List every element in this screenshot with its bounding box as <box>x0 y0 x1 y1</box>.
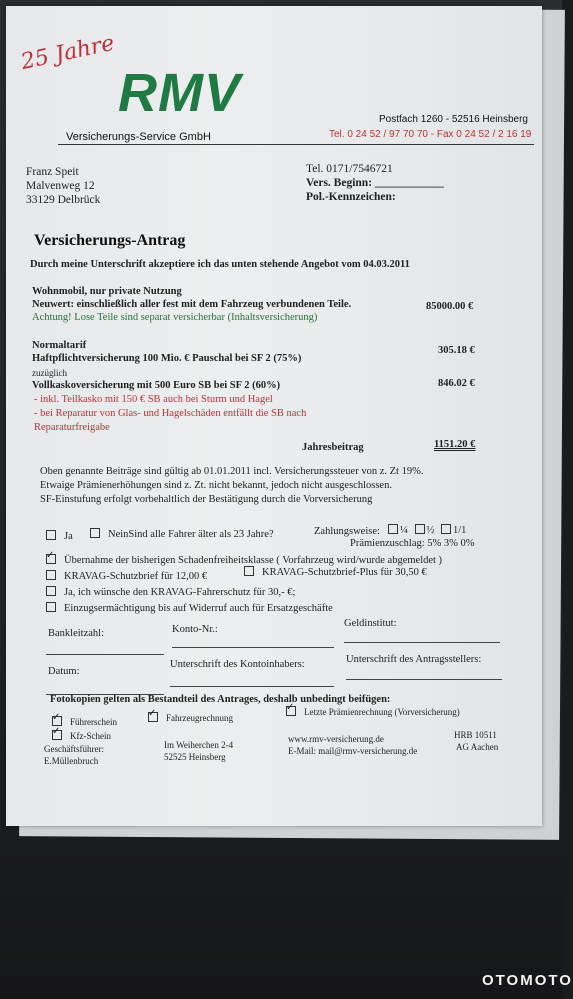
vehicle-value: 85000.00 € <box>426 301 474 312</box>
kravag-schutzbrief-checkbox[interactable] <box>46 570 56 580</box>
accept-statement: Durch meine Unterschrift akzeptiere ich das unten stehende Angebot vom 04.03.2011 <box>30 259 410 270</box>
vollkasko-value: 846.02 € <box>438 378 475 389</box>
recipient-city: 33129 Delbrück <box>26 194 101 206</box>
footer-hrb: HRB 10511 <box>454 730 497 740</box>
vehicle-note: Achtung! Lose Teile sind separat versicherbar (Inhaltsversicherung) <box>32 312 318 323</box>
footer-ag: AG Aachen <box>456 742 499 752</box>
unterschrift-antrag-field[interactable] <box>346 679 502 680</box>
note-reparatur: - bei Reparatur von Glas- und Hagelschäden entfällt die SB nach <box>34 408 307 419</box>
konto-field[interactable] <box>172 647 334 648</box>
blz-label: Bankleitzahl: <box>48 628 104 639</box>
konto-label: Konto-Nr.: <box>172 624 218 635</box>
jahresbeitrag-value: 1151.20 € <box>434 439 476 450</box>
doc-kfz-schein[interactable]: ✓Kfz-Schein <box>52 730 111 741</box>
zahlung-quarter-checkbox[interactable] <box>388 524 398 534</box>
doc-praemienrechnung[interactable]: ✓Letzte Prämienrechnung (Vorversicherung) <box>286 706 460 717</box>
fahrerschutz-checkbox[interactable] <box>46 586 56 596</box>
recipient-name: Franz Speit <box>26 166 79 178</box>
footer-addr-2: 52525 Heinsberg <box>164 752 226 762</box>
zahlung-half-checkbox[interactable] <box>415 524 425 534</box>
logo-jahre: 25 Jahre <box>18 30 117 76</box>
doc-fuehrerschein[interactable]: ✓Führerschein <box>52 716 117 727</box>
option-schadenfreiheit[interactable]: ✓Übernahme der bisherigen Schadenfreiheitsklasse ( Vorfahrzeug wird/wurde abgemeldet ) <box>46 554 442 566</box>
option-kravag-schutzbrief[interactable]: KRAVAG-Schutzbrief für 12,00 € <box>46 570 207 582</box>
footer-web: www.rmv-versicherung.de <box>288 734 384 744</box>
info-line-2: Etwaige Prämienerhöhungen sind z. Zt. nicht bekannt, jedoch nicht ausgeschlossen. <box>40 480 392 491</box>
footer-addr-1: Im Weiherchen 2-4 <box>164 740 234 750</box>
vollkasko: Vollkaskoversicherung mit 500 Euro SB bei SF 2 (60%) <box>32 380 281 391</box>
postfach: Postfach 1260 - 52516 Heinsberg <box>379 114 528 125</box>
info-line-1: Oben genannte Beiträge sind gültig ab 01.01.2011 incl. Versicherungssteuer von z. Zt 19%. <box>40 466 424 477</box>
recipient-street: Malvenweg 12 <box>26 180 95 192</box>
note-teilkasko: - inkl. Teilkasko mit 150 € SB auch bei Sturm und Hagel <box>34 394 273 405</box>
nein-checkbox[interactable] <box>90 528 100 538</box>
company-name: Versicherungs-Service GmbH <box>66 131 211 143</box>
haftpflicht-value: 305.18 € <box>438 345 475 356</box>
fuehrerschein-checkbox[interactable] <box>52 716 62 726</box>
kfz-schein-checkbox[interactable] <box>52 730 62 740</box>
jahresbeitrag-label: Jahresbeitrag <box>302 442 364 453</box>
vehicle-usage: Wohnmobil, nur private Nutzung <box>32 286 182 297</box>
footer-gf: Geschäftsführer: <box>44 744 104 754</box>
pol-kennzeichen: Pol.-Kennzeichen: <box>306 191 396 203</box>
ja-checkbox[interactable] <box>46 530 56 540</box>
zahlungsweise-options[interactable]: ¼ ½ 1/1 <box>388 524 466 536</box>
institut-field[interactable] <box>344 642 500 643</box>
header-rule <box>58 144 534 145</box>
footer-gf-name: E.Müllenbruch <box>44 756 99 766</box>
zahlung-full-checkbox[interactable] <box>441 524 451 534</box>
blz-field[interactable] <box>46 654 164 655</box>
option-fahrerschutz[interactable]: Ja, ich wünsche den KRAVAG-Fahrerschutz für 30,- €; <box>46 586 295 598</box>
zuzueglich: zuzüglich <box>32 368 67 378</box>
unterschrift-konto-field[interactable] <box>170 686 334 687</box>
option-ja[interactable]: Ja <box>46 530 73 542</box>
zahlungsweise-label: Zahlungsweise: <box>314 526 380 537</box>
praemienrechnung-checkbox[interactable] <box>286 706 296 716</box>
option-kravag-plus[interactable]: KRAVAG-Schutzbrief-Plus für 30,50 € <box>244 566 427 578</box>
otomoto-watermark: OTOMOTO <box>482 972 573 989</box>
document-sheet <box>6 6 542 826</box>
datum-label: Datum: <box>48 666 80 677</box>
einzug-checkbox[interactable] <box>46 602 56 612</box>
header-tel: Tel. 0 24 52 / 97 70 70 - Fax 0 24 52 / 2 16 19 <box>329 129 532 140</box>
unterschrift-antrag-label: Unterschrift des Antragsstellers: <box>346 654 482 665</box>
vehicle-neuwert: Neuwert: einschließlich aller fest mit dem Fahrzeug verbundenen Teile. <box>32 299 352 310</box>
institut-label: Geldinstitut: <box>344 618 397 629</box>
haftpflicht: Haftpflichtversicherung 100 Mio. € Pauschal bei SF 2 (75%) <box>32 353 302 364</box>
logo-rmv: RMV <box>118 63 241 123</box>
praemienzuschlag: Prämienzuschlag: 5% 3% 0% <box>350 538 475 549</box>
kravag-plus-checkbox[interactable] <box>244 566 254 576</box>
info-line-3: SF-Einstufung erfolgt vorbehaltlich der Bestätigung durch die Vorversicherung <box>40 494 373 505</box>
option-einzug[interactable]: Einzugsermächtigung bis auf Widerruf auch für Ersatzgeschäfte <box>46 602 333 614</box>
doc-fahrzeugrechnung[interactable]: ✓ Fahrzeugrechnung <box>148 712 233 723</box>
fahrzeugrechnung-checkbox[interactable] <box>148 712 158 722</box>
schadenfreiheit-checkbox[interactable] <box>46 554 56 564</box>
note-freigabe: Reparaturfreigabe <box>34 422 110 433</box>
option-nein[interactable]: NeinSind alle Fahrer älter als 23 Jahre? <box>90 528 274 540</box>
vers-beginn: Vers. Beginn: ____________ <box>306 177 444 189</box>
recipient-tel: Tel. 0171/7546721 <box>306 163 393 175</box>
tarif-name: Normaltarif <box>32 340 87 351</box>
unterschrift-konto-label: Unterschrift des Kontoinhabers: <box>170 659 305 670</box>
document-title: Versicherungs-Antrag <box>34 232 186 249</box>
fotokopien-title: Fotokopien gelten als Bestandteil des Antrages, deshalb unbedingt beifügen: <box>50 694 391 705</box>
footer-mail: E-Mail: mail@rmv-versicherung.de <box>288 746 418 756</box>
